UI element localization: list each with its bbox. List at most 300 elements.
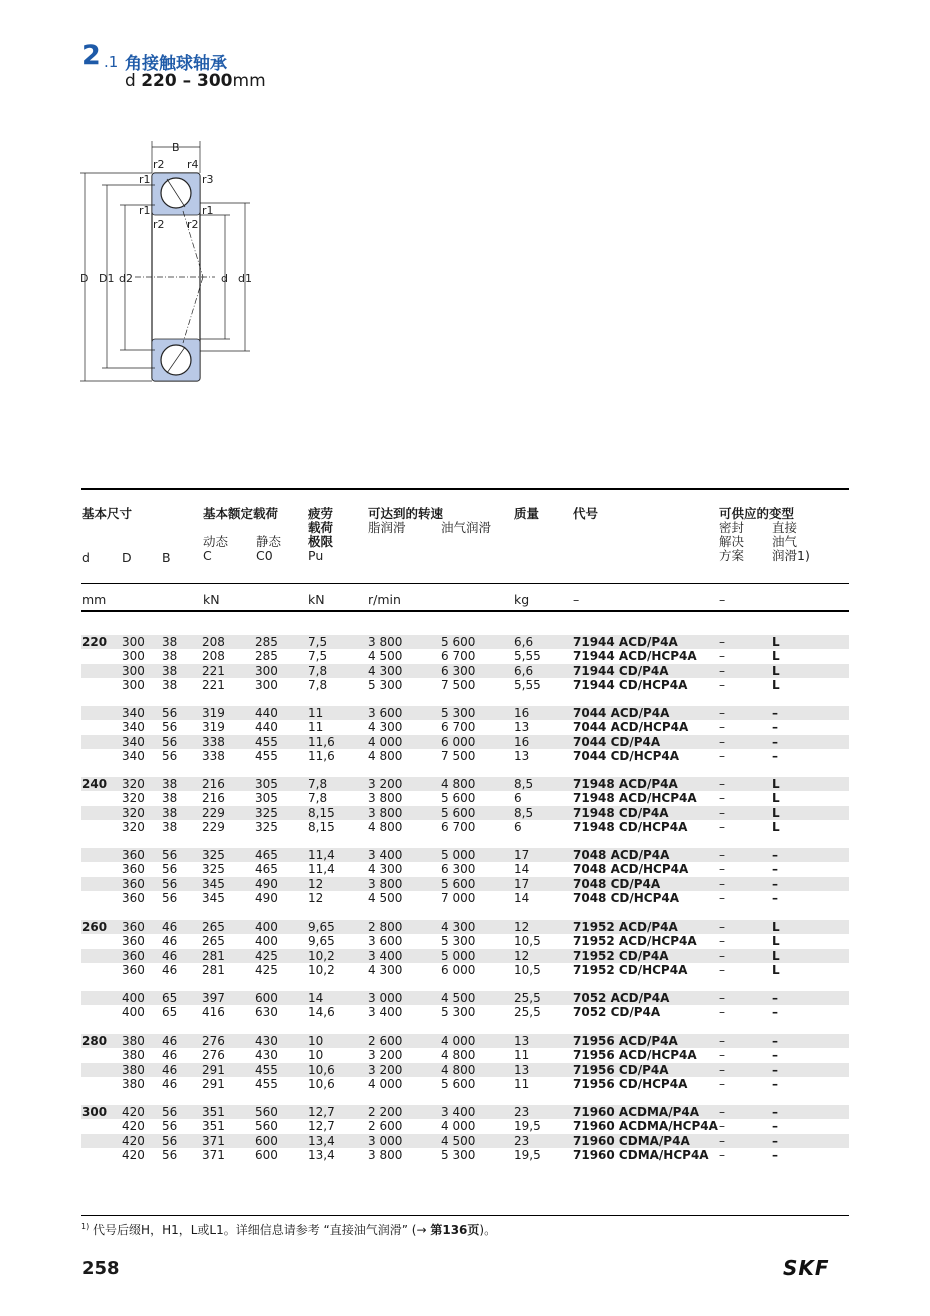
footnote-marker: 1) [81, 1222, 90, 1231]
cell-b: 38 [162, 777, 178, 791]
cell-sealed: – [719, 734, 725, 749]
cell-mass: 11 [514, 1076, 530, 1091]
cell-c: 221 [202, 663, 225, 678]
cell-mass: 11 [514, 1048, 530, 1063]
unit-kg: kg [514, 592, 530, 607]
cell-b: 38 [162, 791, 178, 806]
cell-grease: 4 300 [368, 663, 403, 678]
cell-direct: L [772, 920, 780, 934]
cell-grease: 4 300 [368, 720, 403, 735]
cell-sealed: – [719, 948, 725, 963]
cell-sealed: – [719, 1119, 725, 1134]
table-row [81, 1063, 849, 1077]
cell-grease: 4 500 [368, 890, 403, 905]
cell-oil: 7 500 [441, 748, 476, 763]
cell-c: 265 [202, 920, 225, 934]
cell-mass: 16 [514, 734, 530, 749]
cell-b: 56 [162, 1147, 178, 1162]
cell-pu: 8,15 [308, 819, 335, 834]
cell-mass: 6,6 [514, 635, 534, 649]
cell-sealed: – [719, 1062, 725, 1077]
cell-b: 46 [162, 948, 178, 963]
cell-oil: 4 800 [441, 777, 476, 791]
table-row [81, 848, 849, 862]
cell-b: 56 [162, 862, 178, 877]
th-fatigue-1: 疲劳 [308, 506, 334, 521]
cell-mass: 17 [514, 848, 530, 862]
cell-b: 56 [162, 706, 178, 720]
cell-d: 360 [122, 962, 145, 977]
th-variants: 可供应的变型 [719, 506, 795, 521]
unit-kn-pu: kN [308, 592, 325, 607]
table-row [81, 1034, 849, 1048]
table-row [81, 877, 849, 891]
cell-c: 208 [202, 649, 225, 664]
cell-c0: 560 [255, 1105, 278, 1119]
cell-direct: – [772, 748, 778, 763]
th-load-ratings: 基本额定载荷 [203, 506, 279, 521]
cell-desig: 7044 ACD/HCP4A [573, 720, 689, 735]
cell-pu: 7,8 [308, 663, 328, 678]
footnote-page-ref: 第136页 [430, 1223, 480, 1237]
cell-desig: 71960 ACDMA/P4A [573, 1105, 700, 1119]
cell-c: 276 [202, 1048, 225, 1063]
cell-b: 56 [162, 890, 178, 905]
cell-d: 220 [82, 635, 108, 649]
table-row [81, 991, 849, 1005]
range-value: 220 – 300 [141, 71, 233, 91]
cell-direct: L [772, 791, 780, 806]
cell-b: 56 [162, 1119, 178, 1134]
cell-desig: 71956 CD/HCP4A [573, 1076, 688, 1091]
cell-pu: 11,4 [308, 862, 335, 877]
cell-sealed: – [719, 1105, 725, 1119]
diagram-label-r1-left2: r1 [139, 204, 151, 217]
cell-grease: 3 200 [368, 777, 403, 791]
cell-desig: 71960 ACDMA/HCP4A [573, 1119, 718, 1134]
cell-c: 221 [202, 677, 225, 692]
cell-direct: L [772, 948, 780, 963]
page-title: 角接触球轴承 [125, 54, 227, 74]
cell-c0: 600 [255, 1147, 278, 1162]
cell-b: 56 [162, 848, 178, 862]
cell-oil: 5 000 [441, 948, 476, 963]
cell-desig: 71944 CD/HCP4A [573, 677, 688, 692]
diagram-label-b: B [172, 141, 180, 154]
cell-desig: 71952 ACD/P4A [573, 920, 678, 934]
cell-c0: 455 [255, 734, 278, 749]
cell-direct: – [772, 848, 778, 862]
cell-c0: 425 [255, 948, 278, 963]
table-row [81, 1105, 849, 1119]
cell-grease: 3 800 [368, 876, 403, 891]
cell-pu: 14 [308, 991, 324, 1005]
th-designation: 代号 [573, 506, 599, 521]
cell-oil: 6 700 [441, 720, 476, 735]
cell-d: 360 [122, 862, 145, 877]
cell-grease: 3 600 [368, 934, 403, 949]
cell-oil: 6 300 [441, 663, 476, 678]
chapter-number: 2 [82, 40, 101, 71]
cell-mass: 23 [514, 1105, 530, 1119]
cell-d: 420 [122, 1133, 145, 1148]
cell-sealed: – [719, 805, 725, 820]
cell-c0: 425 [255, 962, 278, 977]
table-row [81, 1148, 849, 1162]
cell-c: 229 [202, 805, 225, 820]
cell-c: 291 [202, 1076, 225, 1091]
cell-grease: 3 400 [368, 848, 403, 862]
cell-oil: 5 600 [441, 791, 476, 806]
cell-direct: L [772, 663, 780, 678]
cell-oil: 5 000 [441, 848, 476, 862]
cell-b: 46 [162, 962, 178, 977]
cell-mass: 25,5 [514, 991, 541, 1005]
cell-d: 380 [122, 1048, 145, 1063]
cell-d: 300 [122, 649, 145, 664]
cell-direct: – [772, 706, 778, 720]
cell-c: 281 [202, 962, 225, 977]
cell-d: 380 [122, 1034, 145, 1048]
cell-d: 360 [122, 848, 145, 862]
cell-mass: 6 [514, 819, 522, 834]
cell-grease: 4 300 [368, 862, 403, 877]
diagram-label-d2: d2 [119, 272, 133, 285]
cell-sealed: – [719, 876, 725, 891]
cell-sealed: – [719, 649, 725, 664]
cell-direct: – [772, 1062, 778, 1077]
cell-oil: 5 300 [441, 706, 476, 720]
cell-b: 38 [162, 819, 178, 834]
cell-desig: 71944 ACD/HCP4A [573, 649, 697, 664]
cell-b: 46 [162, 920, 178, 934]
cell-desig: 71952 CD/HCP4A [573, 962, 688, 977]
cell-direct: – [772, 1119, 778, 1134]
cell-d: 280 [82, 1034, 108, 1048]
cell-mass: 19,5 [514, 1119, 541, 1134]
cell-c0: 430 [255, 1034, 278, 1048]
cell-c0: 465 [255, 862, 278, 877]
cell-sealed: – [719, 819, 725, 834]
cell-desig: 71960 CDMA/HCP4A [573, 1147, 709, 1162]
cell-mass: 13 [514, 1034, 530, 1048]
table-row [81, 820, 849, 834]
cell-c0: 400 [255, 934, 278, 949]
cell-c0: 300 [255, 677, 278, 692]
cell-sealed: – [719, 777, 725, 791]
cell-desig: 71948 ACD/P4A [573, 777, 678, 791]
cell-d: 340 [122, 748, 145, 763]
cell-oil: 6 000 [441, 734, 476, 749]
skf-logo: SKF [783, 1256, 830, 1280]
range-unit: mm [232, 71, 266, 91]
table-row [81, 720, 849, 734]
cell-grease: 4 000 [368, 1076, 403, 1091]
cell-d: 320 [122, 791, 145, 806]
cell-oil: 6 300 [441, 862, 476, 877]
cell-b: 65 [162, 1005, 178, 1020]
diagram-label-r1-right: r1 [202, 204, 214, 217]
cell-c0: 285 [255, 649, 278, 664]
cell-d: 300 [82, 1105, 108, 1119]
cell-d: 240 [82, 777, 108, 791]
cell-oil: 5 600 [441, 805, 476, 820]
cell-pu: 12,7 [308, 1119, 335, 1134]
page-number: 258 [82, 1258, 120, 1279]
cell-direct: – [772, 1076, 778, 1091]
cell-sealed: – [719, 791, 725, 806]
cell-c0: 455 [255, 1062, 278, 1077]
th-basic-dims: 基本尺寸 [82, 506, 133, 521]
cell-oil: 6 700 [441, 649, 476, 664]
cell-pu: 11,6 [308, 734, 335, 749]
unit-rmin: r/min [368, 592, 401, 607]
table-row [81, 706, 849, 720]
cell-grease: 2 600 [368, 1119, 403, 1134]
cell-direct: – [772, 720, 778, 735]
cell-c0: 490 [255, 890, 278, 905]
cell-pu: 7,5 [308, 649, 328, 664]
cell-c: 371 [202, 1133, 225, 1148]
cell-grease: 3 000 [368, 991, 403, 1005]
diagram-label-r2-left: r2 [153, 218, 165, 231]
cell-pu: 14,6 [308, 1005, 335, 1020]
cell-d: 340 [122, 720, 145, 735]
table-row [81, 949, 849, 963]
diagram-label-r4: r4 [187, 158, 199, 171]
diagram-label-outer-d: D [80, 272, 89, 285]
cell-pu: 10 [308, 1048, 324, 1063]
cell-b: 56 [162, 748, 178, 763]
cell-desig: 71960 CDMA/P4A [573, 1133, 690, 1148]
cell-sealed: – [719, 934, 725, 949]
table-row [81, 1134, 849, 1148]
cell-c0: 630 [255, 1005, 278, 1020]
cell-grease: 3 800 [368, 791, 403, 806]
cell-oil: 4 500 [441, 1133, 476, 1148]
cell-c: 338 [202, 734, 225, 749]
table-row [81, 1077, 849, 1091]
th-speeds: 可达到的转速 [368, 506, 444, 521]
th-sealed-3: 方案 [719, 548, 745, 563]
cell-direct: – [772, 991, 778, 1005]
cell-mass: 12 [514, 948, 530, 963]
cell-b: 38 [162, 649, 178, 664]
cell-b: 38 [162, 677, 178, 692]
cell-sealed: – [719, 706, 725, 720]
cell-desig: 71956 ACD/HCP4A [573, 1048, 697, 1063]
cell-pu: 11,6 [308, 748, 335, 763]
cell-grease: 4 800 [368, 819, 403, 834]
cell-direct: L [772, 677, 780, 692]
th-outer-d: D [122, 550, 132, 565]
cell-direct: – [772, 1147, 778, 1162]
unit-dash-variants: – [719, 592, 726, 607]
footnote [81, 1221, 496, 1238]
cell-c0: 490 [255, 876, 278, 891]
cell-oil: 3 400 [441, 1105, 476, 1119]
cell-oil: 4 500 [441, 991, 476, 1005]
cell-c0: 325 [255, 805, 278, 820]
cell-mass: 23 [514, 1133, 530, 1148]
unit-dash-desig: – [573, 592, 580, 607]
cell-grease: 4 800 [368, 748, 403, 763]
cell-sealed: – [719, 720, 725, 735]
cell-b: 38 [162, 663, 178, 678]
cell-c0: 430 [255, 1048, 278, 1063]
cell-desig: 7044 CD/P4A [573, 734, 661, 749]
cell-d: 380 [122, 1076, 145, 1091]
cell-mass: 5,55 [514, 649, 541, 664]
cell-mass: 13 [514, 748, 530, 763]
footnote-rule [81, 1215, 849, 1216]
cell-oil: 4 800 [441, 1048, 476, 1063]
cell-c: 319 [202, 720, 225, 735]
cell-direct: L [772, 635, 780, 649]
cell-c: 338 [202, 748, 225, 763]
cell-sealed: – [719, 1147, 725, 1162]
cell-desig: 71956 ACD/P4A [573, 1034, 678, 1048]
cell-oil: 6 700 [441, 819, 476, 834]
cell-grease: 5 300 [368, 677, 403, 692]
cell-mass: 10,5 [514, 962, 541, 977]
cell-mass: 12 [514, 920, 530, 934]
cell-b: 46 [162, 1076, 178, 1091]
cell-pu: 9,65 [308, 934, 335, 949]
cell-pu: 7,8 [308, 677, 328, 692]
table-row [81, 678, 849, 692]
cell-c0: 455 [255, 748, 278, 763]
cell-c: 319 [202, 706, 225, 720]
cell-b: 56 [162, 1133, 178, 1148]
table-row [81, 1048, 849, 1062]
th-b: B [162, 550, 171, 565]
cell-grease: 3 200 [368, 1048, 403, 1063]
cell-desig: 7048 ACD/P4A [573, 848, 670, 862]
cell-pu: 7,8 [308, 777, 328, 791]
cell-c: 216 [202, 791, 225, 806]
cell-grease: 3 400 [368, 948, 403, 963]
cell-sealed: – [719, 1076, 725, 1091]
cell-d: 300 [122, 663, 145, 678]
cell-d: 260 [82, 920, 108, 934]
cell-mass: 14 [514, 862, 530, 877]
cell-d: 360 [122, 890, 145, 905]
cell-direct: – [772, 734, 778, 749]
table-row [81, 649, 849, 663]
cell-direct: L [772, 962, 780, 977]
cell-b: 56 [162, 1105, 178, 1119]
cell-oil: 5 300 [441, 1147, 476, 1162]
th-direct-2: 油气 [772, 534, 798, 549]
cell-c: 216 [202, 777, 225, 791]
cell-mass: 6 [514, 791, 522, 806]
cell-desig: 71952 ACD/HCP4A [573, 934, 697, 949]
cell-pu: 11,4 [308, 848, 335, 862]
table-row [81, 1005, 849, 1019]
th-fatigue-2: 载荷 [308, 520, 334, 535]
cell-direct: L [772, 805, 780, 820]
cell-desig: 7044 ACD/P4A [573, 706, 670, 720]
cell-mass: 8,5 [514, 805, 534, 820]
cell-mass: 5,55 [514, 677, 541, 692]
section-number: .1 [104, 53, 119, 71]
cell-c: 265 [202, 934, 225, 949]
cell-c: 325 [202, 862, 225, 877]
cell-pu: 10 [308, 1034, 324, 1048]
cell-desig: 71948 CD/HCP4A [573, 819, 688, 834]
cell-d: 320 [122, 805, 145, 820]
th-direct-3: 润滑1) [772, 548, 810, 563]
cell-d: 420 [122, 1119, 145, 1134]
cell-c: 345 [202, 876, 225, 891]
cell-c0: 300 [255, 663, 278, 678]
cell-desig: 7048 CD/HCP4A [573, 890, 680, 905]
unit-mm: mm [82, 592, 107, 607]
cell-grease: 4 000 [368, 734, 403, 749]
cell-direct: – [772, 1034, 778, 1048]
cell-b: 46 [162, 1062, 178, 1077]
cell-d: 380 [122, 1062, 145, 1077]
cell-sealed: – [719, 1034, 725, 1048]
cell-mass: 19,5 [514, 1147, 541, 1162]
cell-desig: 71944 ACD/P4A [573, 635, 678, 649]
cell-oil: 4 300 [441, 920, 476, 934]
cell-direct: L [772, 819, 780, 834]
cell-b: 56 [162, 734, 178, 749]
cell-mass: 8,5 [514, 777, 534, 791]
cell-mass: 6,6 [514, 663, 534, 678]
range-prefix: d [125, 71, 136, 91]
diagram-label-r1-left: r1 [139, 173, 151, 186]
cell-mass: 25,5 [514, 1005, 541, 1020]
cell-sealed: – [719, 991, 725, 1005]
cell-sealed: – [719, 635, 725, 649]
cell-grease: 4 300 [368, 962, 403, 977]
diagram-label-r3: r3 [202, 173, 214, 186]
cell-pu: 12 [308, 876, 324, 891]
cell-grease: 3 400 [368, 1005, 403, 1020]
th-sealed-1: 密封 [719, 520, 745, 535]
diagram-label-bore-d: d [221, 272, 228, 285]
cell-oil: 5 600 [441, 876, 476, 891]
diagram-label-d1: d1 [238, 272, 252, 285]
cell-c0: 455 [255, 1076, 278, 1091]
cell-mass: 16 [514, 706, 530, 720]
cell-mass: 10,5 [514, 934, 541, 949]
diagram-label-d1-outer: D1 [99, 272, 115, 285]
cell-c: 351 [202, 1119, 225, 1134]
table-row [81, 749, 849, 763]
cell-desig: 71952 CD/P4A [573, 948, 669, 963]
cell-oil: 4 000 [441, 1119, 476, 1134]
th-c0: C0 [256, 548, 273, 563]
cell-sealed: – [719, 962, 725, 977]
cell-grease: 3 000 [368, 1133, 403, 1148]
cell-mass: 14 [514, 890, 530, 905]
cell-grease: 3 800 [368, 805, 403, 820]
cell-grease: 2 200 [368, 1105, 403, 1119]
cell-pu: 12,7 [308, 1105, 335, 1119]
cell-d: 340 [122, 734, 145, 749]
table-row [81, 791, 849, 805]
cell-sealed: – [719, 920, 725, 934]
th-c: C [203, 548, 212, 563]
cell-b: 46 [162, 1034, 178, 1048]
cell-desig: 7048 ACD/HCP4A [573, 862, 689, 877]
cell-direct: – [772, 1048, 778, 1063]
cell-pu: 7,5 [308, 635, 328, 649]
